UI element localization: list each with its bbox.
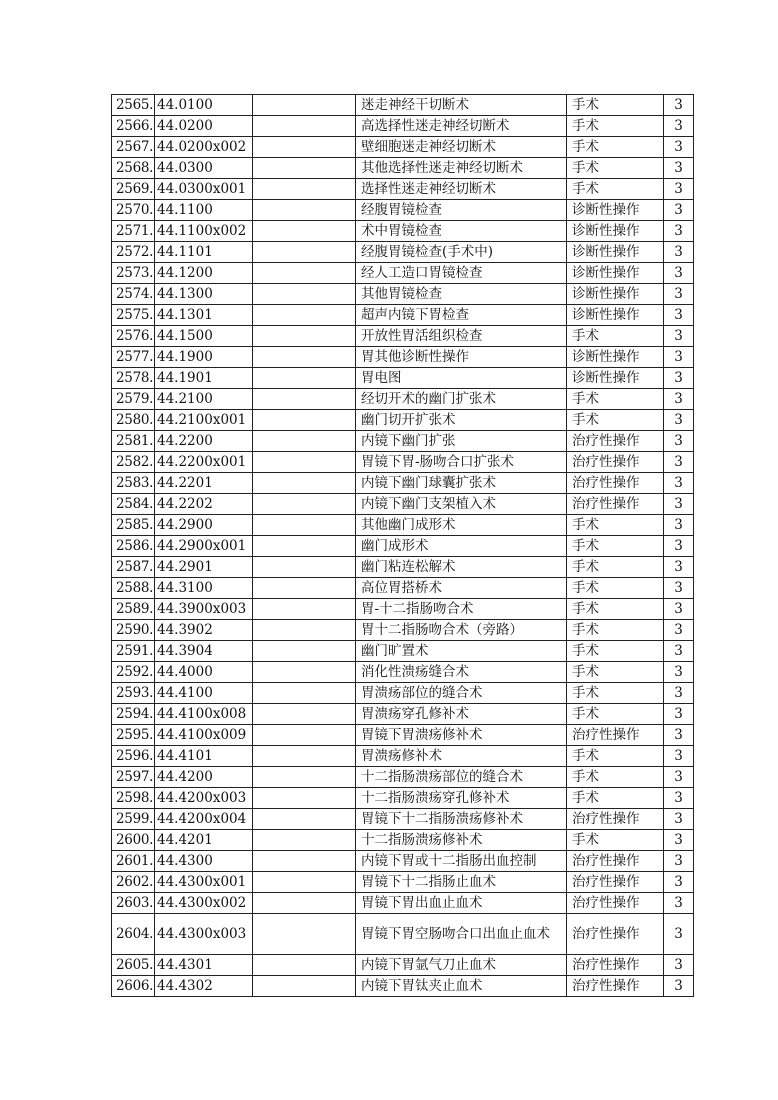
procedure-name: 壁细胞迷走神经切断术 — [356, 137, 567, 158]
procedure-type: 诊断性操作 — [567, 284, 664, 305]
row-number: 2581 . — [112, 431, 155, 452]
procedure-code: 44.4300x003 — [155, 914, 253, 955]
procedure-name: 胃镜下胃空肠吻合口出血止血术 — [356, 914, 567, 955]
table-row — [112, 137, 694, 158]
procedure-type: 手术 — [567, 515, 664, 536]
procedure-name: 胃溃疡修补术 — [356, 746, 567, 767]
procedure-name: 内镜下幽门球囊扩张术 — [356, 473, 567, 494]
procedure-name: 其他胃镜检查 — [356, 284, 567, 305]
empty-cell — [253, 347, 356, 368]
procedure-level: 3 — [664, 578, 694, 599]
table-row — [112, 452, 694, 473]
empty-cell — [253, 389, 356, 410]
table-row — [112, 704, 694, 725]
procedure-type: 手术 — [567, 599, 664, 620]
procedure-name: 十二指肠溃疡部位的缝合术 — [356, 767, 567, 788]
procedure-type: 诊断性操作 — [567, 305, 664, 326]
procedure-code: 44.4200x003 — [155, 788, 253, 809]
procedure-level: 3 — [664, 955, 694, 976]
procedure-level: 3 — [664, 200, 694, 221]
empty-cell — [253, 809, 356, 830]
empty-cell — [253, 326, 356, 347]
row-number: 2599 . — [112, 809, 155, 830]
procedure-name: 迷走神经干切断术 — [356, 95, 567, 116]
procedure-level: 3 — [664, 116, 694, 137]
procedure-level: 3 — [664, 893, 694, 914]
row-number: 2586 . — [112, 536, 155, 557]
row-number: 2596 . — [112, 746, 155, 767]
procedure-level: 3 — [664, 515, 694, 536]
procedure-code: 44.2901 — [155, 557, 253, 578]
table-row — [112, 914, 694, 955]
procedure-type: 手术 — [567, 788, 664, 809]
empty-cell — [253, 536, 356, 557]
procedure-name: 消化性溃疡缝合术 — [356, 662, 567, 683]
row-number: 2579 . — [112, 389, 155, 410]
procedure-level: 3 — [664, 473, 694, 494]
procedure-level: 3 — [664, 95, 694, 116]
procedure-code: 44.1200 — [155, 263, 253, 284]
procedure-code: 44.4100x008 — [155, 704, 253, 725]
table-row — [112, 368, 694, 389]
empty-cell — [253, 767, 356, 788]
procedure-level: 3 — [664, 830, 694, 851]
procedure-code: 44.1101 — [155, 242, 253, 263]
row-number: 2583 . — [112, 473, 155, 494]
procedure-type: 治疗性操作 — [567, 955, 664, 976]
procedure-code: 44.4300 — [155, 851, 253, 872]
row-number: 2572 . — [112, 242, 155, 263]
procedure-type: 手术 — [567, 557, 664, 578]
procedure-name: 胃镜下十二指肠止血术 — [356, 872, 567, 893]
empty-cell — [253, 976, 356, 997]
empty-cell — [253, 284, 356, 305]
procedure-type: 手术 — [567, 116, 664, 137]
procedure-table-body — [112, 95, 694, 997]
procedure-code: 44.4302 — [155, 976, 253, 997]
procedure-name: 胃电图 — [356, 368, 567, 389]
row-number: 2574 . — [112, 284, 155, 305]
procedure-type: 手术 — [567, 158, 664, 179]
procedure-type: 治疗性操作 — [567, 893, 664, 914]
procedure-type: 手术 — [567, 662, 664, 683]
table-row — [112, 494, 694, 515]
procedure-name: 内镜下幽门扩张 — [356, 431, 567, 452]
empty-cell — [253, 431, 356, 452]
table-row — [112, 116, 694, 137]
procedure-level: 3 — [664, 137, 694, 158]
table-row — [112, 788, 694, 809]
row-number: 2575 . — [112, 305, 155, 326]
empty-cell — [253, 851, 356, 872]
procedure-name: 十二指肠溃疡修补术 — [356, 830, 567, 851]
procedure-name: 其他幽门成形术 — [356, 515, 567, 536]
procedure-table — [111, 94, 694, 997]
procedure-code: 44.3100 — [155, 578, 253, 599]
row-number: 2573 . — [112, 263, 155, 284]
table-row — [112, 662, 694, 683]
empty-cell — [253, 242, 356, 263]
procedure-level: 3 — [664, 767, 694, 788]
empty-cell — [253, 893, 356, 914]
procedure-name: 超声内镜下胃检查 — [356, 305, 567, 326]
procedure-type: 治疗性操作 — [567, 494, 664, 515]
row-number: 2567 . — [112, 137, 155, 158]
empty-cell — [253, 578, 356, 599]
table-row — [112, 976, 694, 997]
procedure-name: 内镜下胃或十二指肠出血控制 — [356, 851, 567, 872]
table-row — [112, 851, 694, 872]
procedure-name: 胃镜下十二指肠溃疡修补术 — [356, 809, 567, 830]
procedure-type: 手术 — [567, 830, 664, 851]
empty-cell — [253, 704, 356, 725]
procedure-type: 诊断性操作 — [567, 200, 664, 221]
procedure-level: 3 — [664, 179, 694, 200]
row-number: 2598 . — [112, 788, 155, 809]
procedure-level: 3 — [664, 347, 694, 368]
row-number: 2606 . — [112, 976, 155, 997]
procedure-level: 3 — [664, 788, 694, 809]
procedure-type: 治疗性操作 — [567, 725, 664, 746]
procedure-code: 44.0200 — [155, 116, 253, 137]
row-number: 2584 . — [112, 494, 155, 515]
empty-cell — [253, 662, 356, 683]
procedure-code: 44.4301 — [155, 955, 253, 976]
empty-cell — [253, 641, 356, 662]
table-row — [112, 179, 694, 200]
procedure-code: 44.4100 — [155, 683, 253, 704]
procedure-type: 诊断性操作 — [567, 347, 664, 368]
procedure-type: 治疗性操作 — [567, 431, 664, 452]
procedure-code: 44.0300 — [155, 158, 253, 179]
row-number: 2566 . — [112, 116, 155, 137]
table-row — [112, 326, 694, 347]
row-number: 2591 . — [112, 641, 155, 662]
row-number: 2578 . — [112, 368, 155, 389]
row-number: 2590 . — [112, 620, 155, 641]
procedure-level: 3 — [664, 704, 694, 725]
empty-cell — [253, 746, 356, 767]
procedure-code: 44.2201 — [155, 473, 253, 494]
table-row — [112, 955, 694, 976]
empty-cell — [253, 179, 356, 200]
table-row — [112, 830, 694, 851]
empty-cell — [253, 305, 356, 326]
procedure-name: 幽门切开扩张术 — [356, 410, 567, 431]
procedure-code: 44.4300x002 — [155, 893, 253, 914]
procedure-code: 44.2200x001 — [155, 452, 253, 473]
table-row — [112, 683, 694, 704]
procedure-level: 3 — [664, 263, 694, 284]
empty-cell — [253, 725, 356, 746]
procedure-type: 手术 — [567, 683, 664, 704]
table-row — [112, 809, 694, 830]
empty-cell — [253, 955, 356, 976]
procedure-level: 3 — [664, 914, 694, 955]
table-row — [112, 620, 694, 641]
row-number: 2593 . — [112, 683, 155, 704]
procedure-name: 胃溃疡部位的缝合术 — [356, 683, 567, 704]
table-row — [112, 578, 694, 599]
procedure-name: 经人工造口胃镜检查 — [356, 263, 567, 284]
procedure-type: 手术 — [567, 137, 664, 158]
procedure-code: 44.4200x004 — [155, 809, 253, 830]
row-number: 2601 . — [112, 851, 155, 872]
row-number: 2585 . — [112, 515, 155, 536]
row-number: 2605 . — [112, 955, 155, 976]
procedure-level: 3 — [664, 641, 694, 662]
table-row — [112, 200, 694, 221]
procedure-level: 3 — [664, 431, 694, 452]
table-row — [112, 557, 694, 578]
empty-cell — [253, 620, 356, 641]
empty-cell — [253, 158, 356, 179]
procedure-level: 3 — [664, 557, 694, 578]
row-number: 2569 . — [112, 179, 155, 200]
row-number: 2571 . — [112, 221, 155, 242]
procedure-name: 其他选择性迷走神经切断术 — [356, 158, 567, 179]
empty-cell — [253, 599, 356, 620]
procedure-code: 44.2900x001 — [155, 536, 253, 557]
procedure-level: 3 — [664, 683, 694, 704]
procedure-code: 44.2100 — [155, 389, 253, 410]
table-row — [112, 893, 694, 914]
procedure-name: 内镜下胃氩气刀止血术 — [356, 955, 567, 976]
procedure-code: 44.0300x001 — [155, 179, 253, 200]
procedure-name: 十二指肠溃疡穿孔修补术 — [356, 788, 567, 809]
table-row — [112, 641, 694, 662]
procedure-code: 44.4100x009 — [155, 725, 253, 746]
procedure-type: 诊断性操作 — [567, 242, 664, 263]
table-row — [112, 263, 694, 284]
empty-cell — [253, 221, 356, 242]
procedure-level: 3 — [664, 872, 694, 893]
empty-cell — [253, 683, 356, 704]
procedure-type: 治疗性操作 — [567, 914, 664, 955]
table-row — [112, 515, 694, 536]
row-number: 2592 . — [112, 662, 155, 683]
procedure-type: 治疗性操作 — [567, 473, 664, 494]
row-number: 2580 . — [112, 410, 155, 431]
table-row — [112, 410, 694, 431]
table-row — [112, 725, 694, 746]
empty-cell — [253, 830, 356, 851]
procedure-code: 44.2200 — [155, 431, 253, 452]
table-row — [112, 872, 694, 893]
procedure-type: 治疗性操作 — [567, 809, 664, 830]
procedure-level: 3 — [664, 158, 694, 179]
table-row — [112, 95, 694, 116]
procedure-name: 幽门旷置术 — [356, 641, 567, 662]
procedure-type: 诊断性操作 — [567, 263, 664, 284]
empty-cell — [253, 452, 356, 473]
empty-cell — [253, 368, 356, 389]
procedure-name: 胃十二指肠吻合术（旁路） — [356, 620, 567, 641]
procedure-name: 幽门成形术 — [356, 536, 567, 557]
procedure-level: 3 — [664, 326, 694, 347]
row-number: 2597 . — [112, 767, 155, 788]
table-row — [112, 389, 694, 410]
empty-cell — [253, 788, 356, 809]
procedure-name: 胃镜下胃出血止血术 — [356, 893, 567, 914]
table-row — [112, 599, 694, 620]
procedure-type: 诊断性操作 — [567, 368, 664, 389]
procedure-type: 手术 — [567, 704, 664, 725]
empty-cell — [253, 515, 356, 536]
empty-cell — [253, 137, 356, 158]
procedure-name: 胃溃疡穿孔修补术 — [356, 704, 567, 725]
procedure-code: 44.4101 — [155, 746, 253, 767]
procedure-level: 3 — [664, 452, 694, 473]
procedure-level: 3 — [664, 284, 694, 305]
empty-cell — [253, 263, 356, 284]
table-row — [112, 746, 694, 767]
procedure-level: 3 — [664, 368, 694, 389]
procedure-name: 经切开术的幽门扩张术 — [356, 389, 567, 410]
procedure-name: 胃镜下胃-肠吻合口扩张术 — [356, 452, 567, 473]
procedure-code: 44.1100x002 — [155, 221, 253, 242]
row-number: 2600 . — [112, 830, 155, 851]
procedure-type: 治疗性操作 — [567, 851, 664, 872]
procedure-type: 手术 — [567, 326, 664, 347]
procedure-level: 3 — [664, 389, 694, 410]
procedure-level: 3 — [664, 305, 694, 326]
procedure-type: 手术 — [567, 620, 664, 641]
procedure-code: 44.1300 — [155, 284, 253, 305]
procedure-level: 3 — [664, 536, 694, 557]
procedure-code: 44.2100x001 — [155, 410, 253, 431]
procedure-level: 3 — [664, 725, 694, 746]
row-number: 2604 . — [112, 914, 155, 955]
table-row — [112, 305, 694, 326]
procedure-type: 手术 — [567, 179, 664, 200]
table-row — [112, 536, 694, 557]
table-row — [112, 284, 694, 305]
procedure-level: 3 — [664, 809, 694, 830]
row-number: 2570 . — [112, 200, 155, 221]
procedure-name: 术中胃镜检查 — [356, 221, 567, 242]
procedure-code: 44.1900 — [155, 347, 253, 368]
row-number: 2603 . — [112, 893, 155, 914]
procedure-type: 治疗性操作 — [567, 872, 664, 893]
procedure-level: 3 — [664, 746, 694, 767]
procedure-code: 44.1500 — [155, 326, 253, 347]
procedure-name: 开放性胃活组织检查 — [356, 326, 567, 347]
row-number: 2588 . — [112, 578, 155, 599]
table-row — [112, 221, 694, 242]
procedure-name: 胃-十二指肠吻合术 — [356, 599, 567, 620]
empty-cell — [253, 200, 356, 221]
procedure-code: 44.2900 — [155, 515, 253, 536]
procedure-level: 3 — [664, 242, 694, 263]
procedure-code: 44.0200x002 — [155, 137, 253, 158]
procedure-code: 44.4200 — [155, 767, 253, 788]
empty-cell — [253, 557, 356, 578]
procedure-type: 手术 — [567, 746, 664, 767]
procedure-type: 手术 — [567, 578, 664, 599]
procedure-name: 内镜下胃钛夹止血术 — [356, 976, 567, 997]
procedure-name: 经腹胃镜检查(手术中) — [356, 242, 567, 263]
row-number: 2582 . — [112, 452, 155, 473]
table-row — [112, 473, 694, 494]
procedure-type: 诊断性操作 — [567, 221, 664, 242]
procedure-name: 幽门粘连松解术 — [356, 557, 567, 578]
procedure-code: 44.2202 — [155, 494, 253, 515]
procedure-type: 治疗性操作 — [567, 976, 664, 997]
empty-cell — [253, 914, 356, 955]
table-row — [112, 347, 694, 368]
empty-cell — [253, 872, 356, 893]
procedure-name: 高位胃搭桥术 — [356, 578, 567, 599]
procedure-code: 44.3902 — [155, 620, 253, 641]
procedure-level: 3 — [664, 599, 694, 620]
row-number: 2576 . — [112, 326, 155, 347]
row-number: 2568 . — [112, 158, 155, 179]
table-row — [112, 767, 694, 788]
procedure-type: 手术 — [567, 536, 664, 557]
row-number: 2589 . — [112, 599, 155, 620]
row-number: 2602 . — [112, 872, 155, 893]
procedure-level: 3 — [664, 494, 694, 515]
procedure-type: 手术 — [567, 767, 664, 788]
procedure-level: 3 — [664, 410, 694, 431]
procedure-type: 治疗性操作 — [567, 452, 664, 473]
procedure-code: 44.0100 — [155, 95, 253, 116]
procedure-name: 内镜下幽门支架植入术 — [356, 494, 567, 515]
row-number: 2587 . — [112, 557, 155, 578]
procedure-type: 手术 — [567, 641, 664, 662]
procedure-code: 44.4201 — [155, 830, 253, 851]
procedure-name: 选择性迷走神经切断术 — [356, 179, 567, 200]
procedure-level: 3 — [664, 976, 694, 997]
procedure-level: 3 — [664, 851, 694, 872]
procedure-type: 手术 — [567, 95, 664, 116]
table-row — [112, 431, 694, 452]
empty-cell — [253, 473, 356, 494]
procedure-name: 胃其他诊断性操作 — [356, 347, 567, 368]
empty-cell — [253, 494, 356, 515]
procedure-name: 胃镜下胃溃疡修补术 — [356, 725, 567, 746]
row-number: 2565 . — [112, 95, 155, 116]
procedure-code: 44.3900x003 — [155, 599, 253, 620]
procedure-code: 44.4300x001 — [155, 872, 253, 893]
procedure-code: 44.1301 — [155, 305, 253, 326]
table-row — [112, 158, 694, 179]
procedure-level: 3 — [664, 221, 694, 242]
empty-cell — [253, 95, 356, 116]
row-number: 2594 . — [112, 704, 155, 725]
procedure-type: 手术 — [567, 410, 664, 431]
table-row — [112, 242, 694, 263]
procedure-code: 44.3904 — [155, 641, 253, 662]
row-number: 2595 . — [112, 725, 155, 746]
empty-cell — [253, 116, 356, 137]
procedure-code: 44.4000 — [155, 662, 253, 683]
procedure-name: 高选择性迷走神经切断术 — [356, 116, 567, 137]
procedure-name: 经腹胃镜检查 — [356, 200, 567, 221]
procedure-type: 手术 — [567, 389, 664, 410]
row-number: 2577 . — [112, 347, 155, 368]
procedure-code: 44.1901 — [155, 368, 253, 389]
empty-cell — [253, 410, 356, 431]
procedure-level: 3 — [664, 620, 694, 641]
procedure-level: 3 — [664, 662, 694, 683]
procedure-code: 44.1100 — [155, 200, 253, 221]
